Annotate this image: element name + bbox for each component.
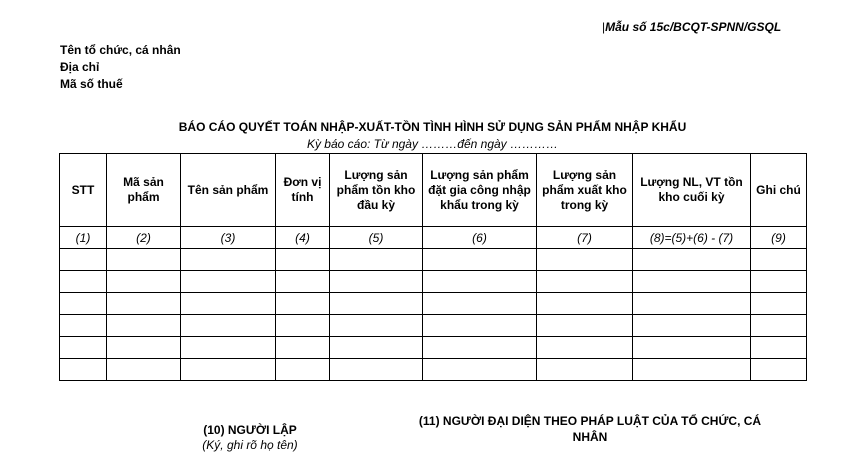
- table-cell: [330, 249, 423, 271]
- table-cell: [751, 359, 807, 381]
- table-cell: [423, 359, 537, 381]
- table-cell: [107, 337, 181, 359]
- header-stt: STT: [60, 154, 107, 227]
- table-cell: [107, 249, 181, 271]
- table-row: [60, 249, 807, 271]
- table-row: [60, 271, 807, 293]
- table-cell: [633, 337, 751, 359]
- table-cell: [276, 271, 330, 293]
- table-cell: [276, 249, 330, 271]
- table-cell: [330, 293, 423, 315]
- column-number: (7): [537, 227, 633, 249]
- column-number: (1): [60, 227, 107, 249]
- column-number: (4): [276, 227, 330, 249]
- column-number: (5): [330, 227, 423, 249]
- preparer-note: (Ký, ghi rõ họ tên): [202, 438, 298, 452]
- table-row: [60, 315, 807, 337]
- table-cell: [276, 359, 330, 381]
- column-number: (2): [107, 227, 181, 249]
- table-cell: [751, 271, 807, 293]
- column-number-row: [60, 227, 807, 249]
- table-cell: [276, 293, 330, 315]
- table-cell: [181, 315, 276, 337]
- header-row: [60, 154, 807, 227]
- table-cell: [181, 337, 276, 359]
- header-notes: Ghi chú: [751, 154, 807, 227]
- table-cell: [330, 359, 423, 381]
- table-cell: [107, 293, 181, 315]
- column-number: (3): [181, 227, 276, 249]
- table-cell: [537, 315, 633, 337]
- form-code-text: Mẫu số 15c/BCQT-SPNN/GSQL: [605, 20, 782, 34]
- table-cell: [537, 271, 633, 293]
- table-cell: [181, 249, 276, 271]
- preparer-title: (10) NGƯỜI LẬP: [203, 423, 297, 437]
- table-cell: [276, 337, 330, 359]
- table-cell: [181, 359, 276, 381]
- table-cell: [423, 271, 537, 293]
- report-period: Kỳ báo cáo: Từ ngày ………đến ngày …………: [306, 137, 559, 151]
- table-cell: [633, 315, 751, 337]
- table-cell: [423, 337, 537, 359]
- table-cell: [423, 315, 537, 337]
- preparer-signature-block: [150, 423, 350, 453]
- table-cell: [60, 271, 107, 293]
- header-closing-stock: Lượng NL, VT tồn kho cuối kỳ: [633, 154, 751, 227]
- representative-signature-block: [415, 413, 765, 445]
- table-cell: [537, 359, 633, 381]
- table-cell: [751, 249, 807, 271]
- table-cell: [60, 249, 107, 271]
- table-cell: [60, 337, 107, 359]
- table-cell: [633, 359, 751, 381]
- table-cell: [60, 293, 107, 315]
- org-address-label: Địa chỉ: [60, 60, 100, 74]
- header-unit: Đơn vị tính: [276, 154, 330, 227]
- table-cell: [107, 359, 181, 381]
- table-cell: [107, 315, 181, 337]
- org-name-label: Tên tổ chức, cá nhân: [60, 43, 181, 57]
- table-cell: [330, 315, 423, 337]
- table-cell: [537, 293, 633, 315]
- table-cell: [181, 293, 276, 315]
- table-cell: [537, 249, 633, 271]
- table-cell: [751, 315, 807, 337]
- table-cell: [751, 337, 807, 359]
- column-number: (9): [751, 227, 807, 249]
- column-number: (8)=(5)+(6) - (7): [633, 227, 751, 249]
- form-code-bar: |: [602, 20, 606, 34]
- header-imported-in-period: Lượng sản phẩm đặt gia công nhập khẩu trong kỳ: [423, 154, 537, 227]
- header-product-name: Tên sản phẩm: [181, 154, 276, 227]
- inventory-table: [59, 153, 807, 381]
- table-row: [60, 337, 807, 359]
- header-product-code: Mã sản phẩm: [107, 154, 181, 227]
- header-exported-in-period: Lượng sản phẩm xuất kho trong kỳ: [537, 154, 633, 227]
- table-cell: [751, 293, 807, 315]
- table-cell: [107, 271, 181, 293]
- table-cell: [423, 249, 537, 271]
- header-opening-stock: Lượng sản phẩm tồn kho đầu kỳ: [330, 154, 423, 227]
- table-cell: [330, 271, 423, 293]
- table-cell: [633, 249, 751, 271]
- report-title: BÁO CÁO QUYẾT TOÁN NHẬP-XUẤT-TỒN TÌNH HÌNH SỬ DỤNG SẢN PHẨM NHẬP KHẨU: [178, 120, 687, 134]
- table-cell: [537, 337, 633, 359]
- representative-title: (11) NGƯỜI ĐẠI DIỆN THEO PHÁP LUẬT CỦA TỔ CHỨC, CÁ NHÂN: [418, 414, 762, 444]
- column-number: (6): [423, 227, 537, 249]
- table-cell: [633, 271, 751, 293]
- table-row: [60, 359, 807, 381]
- form-code: [602, 20, 812, 34]
- table-cell: [60, 315, 107, 337]
- table-cell: [633, 293, 751, 315]
- table-cell: [330, 337, 423, 359]
- table-cell: [181, 271, 276, 293]
- table-cell: [423, 293, 537, 315]
- table-cell: [60, 359, 107, 381]
- org-info: [60, 42, 181, 93]
- table-row: [60, 293, 807, 315]
- org-tax-code-label: Mã số thuế: [60, 77, 123, 91]
- table-cell: [276, 315, 330, 337]
